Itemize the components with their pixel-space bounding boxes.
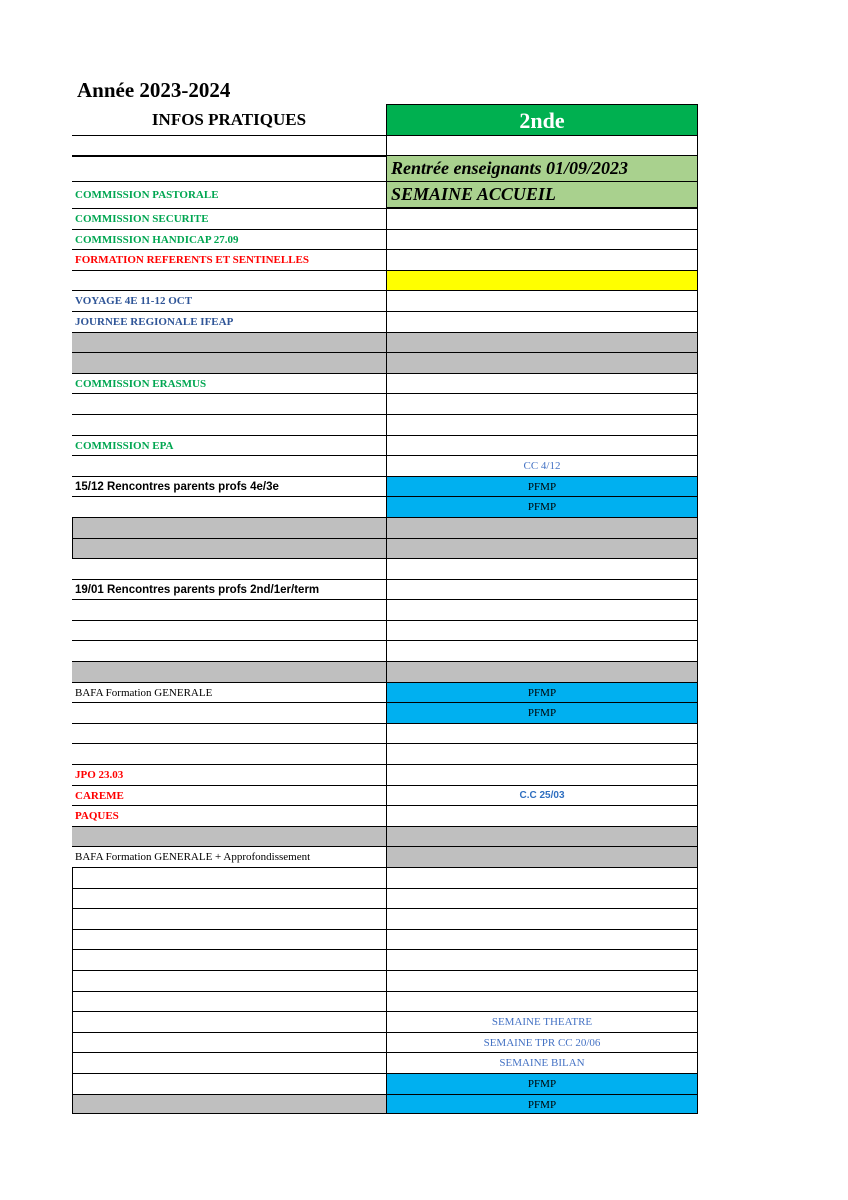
- row-value: [386, 558, 698, 579]
- row-label: COMMISSION SECURITE: [72, 208, 386, 229]
- table-row: [72, 517, 698, 538]
- table-cell-left: [72, 136, 386, 156]
- row-label: FORMATION REFERENTS ET SENTINELLES: [72, 249, 386, 270]
- row-value: [386, 908, 698, 929]
- row-label: [72, 929, 386, 950]
- table-row: [72, 599, 698, 620]
- table-row: [72, 579, 698, 600]
- row-label: [72, 640, 386, 661]
- header-row: [72, 104, 698, 136]
- table-row: [72, 538, 698, 559]
- row-label: [72, 723, 386, 744]
- row-label: [72, 1094, 386, 1115]
- table-cell-right: [386, 136, 698, 156]
- row-label: BAFA Formation GENERALE + Approfondissement: [72, 846, 386, 867]
- row-value: PFMP: [386, 496, 698, 517]
- row-value: PFMP: [386, 476, 698, 497]
- row-label: [72, 949, 386, 970]
- table-row: [72, 435, 698, 456]
- table-row: [72, 846, 698, 867]
- row-value: [386, 723, 698, 744]
- row-value: [386, 970, 698, 991]
- row-value: C.C 25/03: [386, 785, 698, 806]
- row-value: [386, 991, 698, 1012]
- table-row: [72, 723, 698, 744]
- table-row: [72, 393, 698, 414]
- table-row-accueil: [72, 182, 698, 208]
- row-value: SEMAINE THEATRE: [386, 1011, 698, 1032]
- row-value: [386, 249, 698, 270]
- row-label: [72, 620, 386, 641]
- row-label: [72, 332, 386, 353]
- row-value: CC 4/12: [386, 455, 698, 476]
- row-value: PFMP: [386, 1094, 698, 1115]
- table-row: [72, 332, 698, 353]
- table-row: [72, 558, 698, 579]
- row-label: [72, 826, 386, 847]
- table-row: [72, 991, 698, 1012]
- row-value: [386, 640, 698, 661]
- header-class-2nde: 2nde: [386, 104, 698, 136]
- table-row: [72, 476, 698, 497]
- table-row: [72, 311, 698, 332]
- row-value: [386, 352, 698, 373]
- row-value: [386, 435, 698, 456]
- row-label: [72, 888, 386, 909]
- table-row: [72, 1032, 698, 1053]
- row-label: JOURNEE REGIONALE IFEAP: [72, 311, 386, 332]
- row-label: JPO 23.03: [72, 764, 386, 785]
- table-row: [72, 373, 698, 394]
- row-value: [386, 805, 698, 826]
- table-row: [72, 970, 698, 991]
- row-value: [386, 929, 698, 950]
- row-value: [386, 620, 698, 641]
- row-value: [386, 538, 698, 559]
- row-label: [72, 661, 386, 682]
- row-label: [72, 270, 386, 291]
- table-cell-left: [72, 156, 386, 182]
- row-value: [386, 208, 698, 229]
- table-row: [72, 661, 698, 682]
- row-value: [386, 743, 698, 764]
- row-value: [386, 599, 698, 620]
- table-row: [72, 455, 698, 476]
- row-value: PFMP: [386, 1073, 698, 1094]
- row-value: [386, 414, 698, 435]
- row-label: [72, 702, 386, 723]
- table-row: [72, 682, 698, 703]
- row-value: [386, 661, 698, 682]
- row-label: COMMISSION ERASMUS: [72, 373, 386, 394]
- table-row: [72, 414, 698, 435]
- row-label: [72, 743, 386, 764]
- row-value: PFMP: [386, 682, 698, 703]
- planning-table: [72, 104, 698, 1114]
- row-value: [386, 229, 698, 250]
- row-value: [386, 579, 698, 600]
- header-infos-pratiques: INFOS PRATIQUES: [72, 104, 386, 136]
- table-row: [72, 826, 698, 847]
- table-row: [72, 208, 698, 229]
- semaine-accueil: SEMAINE ACCUEIL: [386, 182, 698, 208]
- row-value: [386, 888, 698, 909]
- row-value: [386, 826, 698, 847]
- row-label: [72, 538, 386, 559]
- rentree-enseignants: Rentrée enseignants 01/09/2023: [386, 156, 698, 182]
- row-label: CAREME: [72, 785, 386, 806]
- row-label: [72, 991, 386, 1012]
- row-value: [386, 517, 698, 538]
- row-label: [72, 1032, 386, 1053]
- table-row: [72, 929, 698, 950]
- row-value: SEMAINE TPR CC 20/06: [386, 1032, 698, 1053]
- row-label: [72, 1073, 386, 1094]
- row-value: [386, 393, 698, 414]
- row-value: [386, 764, 698, 785]
- table-row: [72, 743, 698, 764]
- row-value: [386, 332, 698, 353]
- table-row: [72, 270, 698, 291]
- row-label: 15/12 Rencontres parents profs 4e/3e: [72, 476, 386, 497]
- row-label: COMMISSION PASTORALE: [75, 189, 219, 201]
- table-row: [72, 496, 698, 517]
- row-label: [72, 1011, 386, 1032]
- table-row: [72, 1073, 698, 1094]
- table-row: [72, 785, 698, 806]
- table-row: [72, 805, 698, 826]
- row-value: [386, 867, 698, 888]
- row-value: [386, 949, 698, 970]
- row-label: [72, 455, 386, 476]
- row-label: VOYAGE 4E 11-12 OCT: [72, 290, 386, 311]
- row-label: PAQUES: [72, 805, 386, 826]
- row-value: [386, 846, 698, 867]
- table-row: [72, 888, 698, 909]
- row-label: COMMISSION HANDICAP 27.09: [72, 229, 386, 250]
- table-row: [72, 352, 698, 373]
- table-row: [72, 1052, 698, 1073]
- table-row: [72, 229, 698, 250]
- table-row: [72, 949, 698, 970]
- table-row: [72, 764, 698, 785]
- row-value: SEMAINE BILAN: [386, 1052, 698, 1073]
- table-row: [72, 136, 698, 156]
- row-label: [72, 393, 386, 414]
- table-row: [72, 290, 698, 311]
- row-label: BAFA Formation GENERALE: [72, 682, 386, 703]
- row-label: [72, 496, 386, 517]
- row-label: [72, 414, 386, 435]
- row-value: [386, 270, 698, 291]
- page-title: Année 2023-2024: [77, 78, 231, 102]
- row-label: [72, 558, 386, 579]
- row-label: [72, 599, 386, 620]
- row-label: [72, 517, 386, 538]
- row-value: [386, 373, 698, 394]
- table-row: [72, 702, 698, 723]
- row-label: [72, 970, 386, 991]
- row-label: [72, 908, 386, 929]
- row-value: [386, 311, 698, 332]
- row-label: 19/01 Rencontres parents profs 2nd/1er/term: [72, 579, 386, 600]
- table-row: [72, 1094, 698, 1115]
- table-row: [72, 640, 698, 661]
- table-row: [72, 249, 698, 270]
- table-row: [72, 867, 698, 888]
- row-label: [72, 1052, 386, 1073]
- table-row: [72, 1011, 698, 1032]
- table-row-rentree: [72, 156, 698, 182]
- row-label: [72, 352, 386, 373]
- table-body: [72, 208, 698, 1114]
- table-row: [72, 620, 698, 641]
- row-value: PFMP: [386, 702, 698, 723]
- table-row: [72, 908, 698, 929]
- row-label: COMMISSION EPA: [72, 435, 386, 456]
- row-label: [72, 867, 386, 888]
- row-value: [386, 290, 698, 311]
